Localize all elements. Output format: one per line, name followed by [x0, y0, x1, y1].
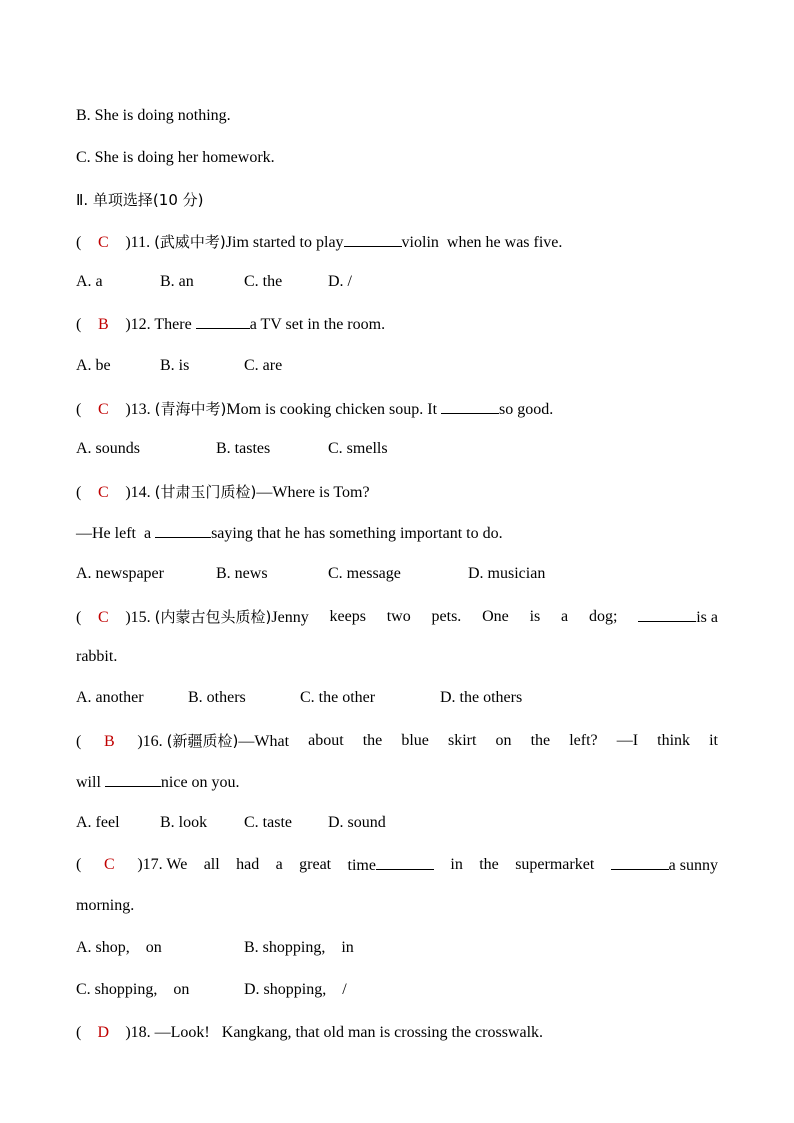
question-15: ( C )15. (内蒙古包头质检)Jenny keeps two pets. One is a dog; is a	[76, 608, 718, 626]
answer-17: C	[103, 856, 115, 873]
answer-16: B	[103, 733, 115, 750]
option: A. shop, on	[76, 939, 162, 956]
option: B. news	[216, 565, 268, 582]
blank	[441, 399, 499, 414]
option: A. a	[76, 273, 103, 290]
option: D. the others	[440, 689, 523, 706]
option: A. newspaper	[76, 565, 164, 582]
question-16-line-2: will nice on you.	[76, 774, 240, 791]
option: A. another	[76, 689, 144, 706]
option: D. sound	[328, 814, 386, 831]
option: C. smells	[328, 440, 388, 457]
option-b: B. She is doing nothing.	[76, 107, 231, 124]
option: B. an	[160, 273, 194, 290]
option: C. the	[244, 273, 283, 290]
option: D. musician	[468, 565, 546, 582]
question-15-line-2: rabbit.	[76, 648, 118, 665]
option: B. look	[160, 814, 208, 831]
blank	[638, 607, 696, 622]
question-11: ( C )11. (武威中考)Jim started to play violin when he was five.	[76, 233, 563, 251]
blank	[376, 855, 434, 870]
option: B. is	[160, 357, 190, 374]
blank	[344, 232, 402, 247]
blank	[155, 523, 211, 538]
question-18: ( D )18. —Look! Kangkang, that old man is crossing the crosswalk.	[76, 1024, 544, 1041]
option: B. tastes	[216, 440, 271, 457]
option-c: C. She is doing her homework.	[76, 149, 275, 166]
option: D. /	[328, 273, 352, 290]
question-14-line-2: —He left a saying that he has something important to do.	[76, 525, 503, 542]
blank	[196, 314, 250, 329]
blank	[105, 772, 161, 787]
answer-15: C	[97, 609, 109, 626]
option: B. others	[188, 689, 246, 706]
answer-14: C	[97, 484, 109, 501]
option: A. feel	[76, 814, 120, 831]
answer-18: D	[97, 1024, 110, 1041]
question-16: ( B )16. (新疆质检)—What about the blue skirt on the left? —I think it	[76, 732, 718, 750]
option: A. be	[76, 357, 111, 374]
section-title: Ⅱ. 单项选择(10 分)	[76, 191, 204, 209]
question-17-line-2: morning.	[76, 897, 135, 914]
option: B. shopping, in	[244, 939, 354, 956]
option: C. are	[244, 357, 283, 374]
option: A. sounds	[76, 440, 141, 457]
question-17: ( C )17. We all had a great time in the supermarket a sunny	[76, 856, 718, 874]
option: C. message	[328, 565, 401, 582]
question-12: ( B )12. There a TV set in the room.	[76, 316, 386, 333]
option: C. the other	[300, 689, 376, 706]
question-14: ( C )14. (甘肃玉门质检)—Where is Tom?	[76, 483, 370, 501]
answer-13: C	[97, 401, 109, 418]
option: D. shopping, /	[244, 981, 347, 998]
question-13: ( C )13. (青海中考)Mom is cooking chicken soup. It so good.	[76, 400, 554, 418]
option: C. taste	[244, 814, 292, 831]
answer-11: C	[97, 234, 109, 251]
blank	[611, 855, 669, 870]
option: C. shopping, on	[76, 981, 190, 998]
answer-12: B	[97, 316, 109, 333]
